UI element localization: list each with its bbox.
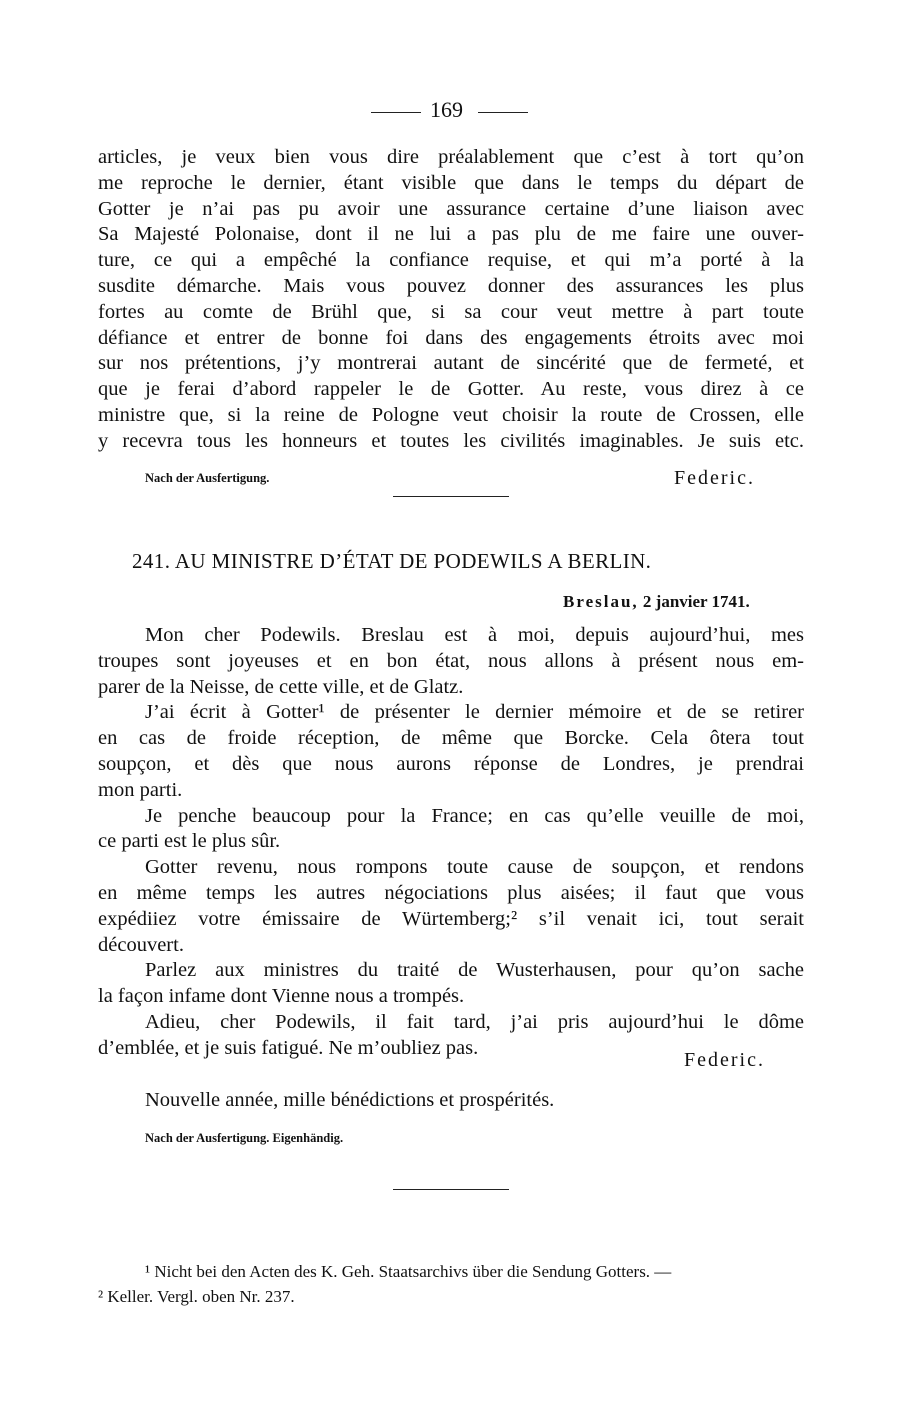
footnote-1: ¹ Nicht bei den Acten des K. Geh. Staatsarchivs über die Sendung Gotters. — — [145, 1262, 672, 1281]
footnote-divider — [393, 1189, 509, 1190]
text-line: Parlez aux ministres du traité de Wusterhausen, pour qu’on sache — [145, 959, 804, 982]
text-line: découvert. — [98, 933, 184, 956]
text-line: Adieu, cher Podewils, il fait tard, j’ai pris aujourd’hui le dôme — [145, 1011, 804, 1033]
letter-dateline — [563, 592, 750, 612]
text-line: soupçon, et dès que nous aurons réponse de Londres, je prendrai — [98, 753, 804, 775]
text-line: la façon infame dont Vienne nous a trompés. — [98, 985, 465, 1008]
page-number: 169 — [430, 97, 463, 122]
text-line: Gotter revenu, nous rompons toute cause de soupçon, et rendons — [145, 856, 804, 879]
text-line: en même temps les autres négociations plus aisées; il faut que vous — [98, 882, 804, 904]
source-note-top: Nach der Ausfertigung. — [145, 471, 270, 485]
text-line: fortes au comte de Brühl que, si sa cour veut mettre à part toute — [98, 300, 804, 323]
text-line: mon parti. — [98, 778, 183, 801]
signature-top: Federic. — [674, 467, 755, 489]
text-line: sur nos prétentions, j’y montrerai autant de sincérité que de fermeté, et — [98, 352, 804, 375]
source-note-241: Nach der Ausfertigung. Eigenhändig. — [145, 1131, 344, 1145]
text-line: Sa Majesté Polonaise, dont il ne lui a pas plu de me faire une ouver- — [98, 223, 804, 246]
text-line: d’emblée, et je suis fatigué. Ne m’oubliez pas. — [98, 1036, 479, 1059]
signature-241: Federic. — [684, 1049, 765, 1071]
text-line: ministre que, si la reine de Pologne veut choisir la route de Crossen, elle — [98, 404, 804, 426]
text-line: ce parti est le plus sûr. — [98, 830, 281, 853]
letter-heading: 241. AU MINISTRE D’ÉTAT DE PODEWILS A BERLIN. — [132, 549, 652, 573]
text-line: troupes sont joyeuses et en bon état, nous allons à présent nous em- — [98, 649, 804, 672]
text-line: J’ai écrit à Gotter¹ de présenter le dernier mémoire et de se retirer — [145, 701, 804, 724]
text-line: parer de la Neisse, de cette ville, et de Glatz. — [98, 675, 464, 698]
postscript: Nouvelle année, mille bénédictions et prospérités. — [145, 1089, 555, 1111]
text-line: Gotter je n’ai pas pu avoir une assurance certaine d’une liaison avec — [98, 197, 804, 220]
text-line: ture, ce qui a empêché la confiance requise, et qui m’a porté à la — [98, 249, 804, 272]
text-line: expédiiez votre émissaire de Würtemberg;² s’il venait ici, tout serait — [98, 907, 804, 930]
text-line: Je penche beaucoup pour la France; en cas qu’elle veuille de moi, — [145, 804, 804, 827]
header-rule-right — [478, 112, 528, 113]
text-line: y recevra tous les honneurs et toutes les civilités imaginables. Je suis etc. — [98, 429, 804, 452]
text-line: susdite démarche. Mais vous pouvez donner des assurances les plus — [98, 275, 804, 297]
footnote-2: ² Keller. Vergl. oben Nr. 237. — [98, 1287, 295, 1306]
text-line: en cas de froide réception, de même que Borcke. Cela ôtera tout — [98, 727, 804, 750]
text-line: défiance et entrer de bonne foi dans des engagements étroits avec moi — [98, 326, 804, 349]
letter-date: 2 janvier 1741. — [642, 592, 750, 611]
section-divider — [393, 496, 509, 497]
letter-place: Breslau, — [563, 592, 639, 611]
text-line: me reproche le dernier, étant visible que dans le temps du départ de — [98, 171, 804, 194]
text-line: articles, je veux bien vous dire préalablement que c’est à tort qu’on — [98, 146, 804, 168]
text-line: que je ferai d’abord rappeler le de Gotter. Au reste, vous direz à ce — [98, 378, 804, 401]
header-rule-left — [371, 112, 421, 113]
text-line: Mon cher Podewils. Breslau est à moi, depuis aujourd’hui, mes — [145, 624, 804, 646]
